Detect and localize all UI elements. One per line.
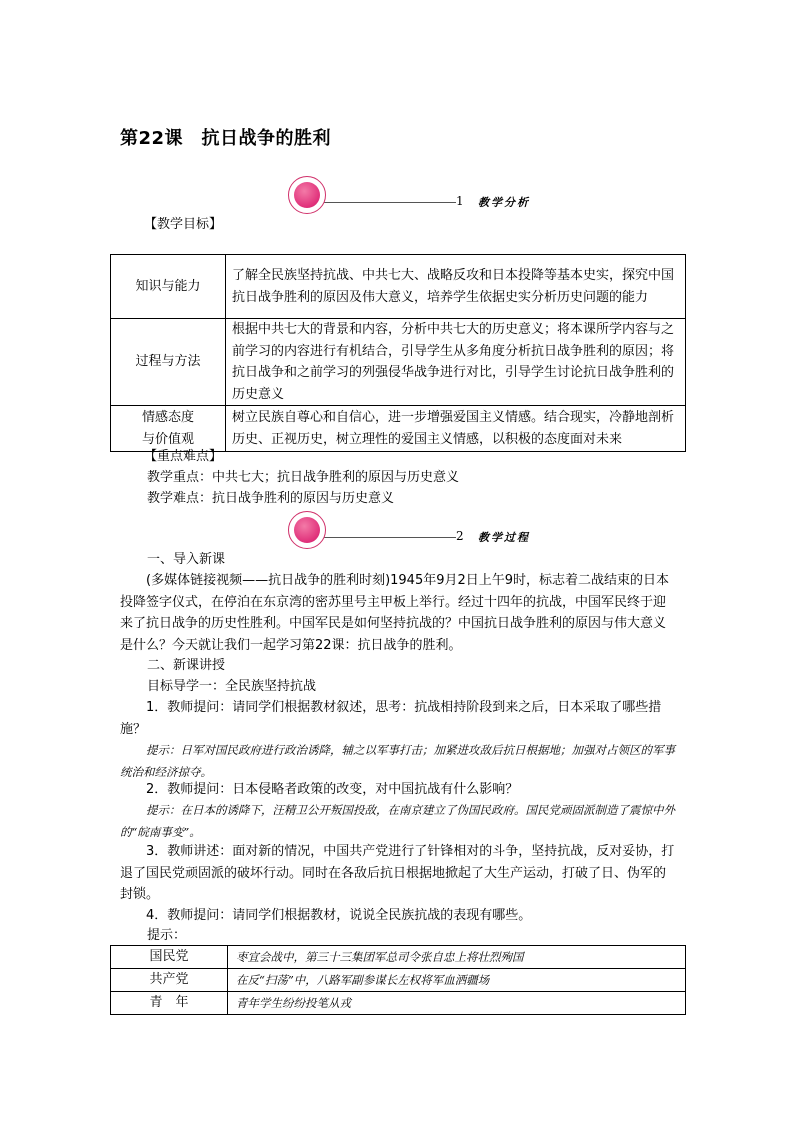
- difficult-point: 教学难点：抗日战争胜利的原因与历史意义: [147, 491, 395, 506]
- hint-4-label: 提示：: [147, 928, 187, 943]
- table-row: [111, 406, 686, 452]
- pink-circle-icon: [288, 511, 326, 549]
- goals-table: [110, 254, 686, 452]
- key-point: 教学重点：中共七大；抗日战争胜利的原因与历史意义: [147, 470, 460, 485]
- table-header-cell: 国民党: [111, 946, 228, 969]
- hint-1: 提示：日军对国民政府进行政治诱降，辅之以军事打击；加紧进攻敌后抗日根据地；加强对占领区的军事统治和经济掠夺。: [120, 743, 675, 779]
- table-cell: 根据中共七大的背景和内容，分析中共七大的历史意义；将本课所学内容与之前学习的内容进行有机结合，引导学生从多角度分析抗日战争胜利的原因；将抗日战争和之前学习的列强侵华战争进行对比，引导学生讨论抗日战争胜利的历史意义: [226, 319, 686, 406]
- table-cell: 枣宜会战中，第三十三集团军总司令张自忠上将壮烈殉国: [228, 946, 686, 969]
- party-table: [110, 945, 686, 1015]
- table-row: [111, 319, 686, 406]
- section-divider: [306, 537, 456, 538]
- key-heading: 【重点难点】: [144, 449, 223, 464]
- question-3: 3．教师讲述：面对新的情况，中国共产党进行了针锋相对的斗争，坚持抗战，反对妥协，打退了国民党顽固派的破坏行动。同时在各敌后抗日根据地掀起了大生产运动，打破了日、伪军的封锁。: [120, 844, 675, 902]
- section-banner-analysis: [288, 176, 548, 216]
- table-header-cell: [111, 406, 226, 452]
- table-cell: 树立民族自尊心和自信心，进一步增强爱国主义情感。结合现实，冷静地剖析历史、正视历史，树立理性的爱国主义情感，以积极的态度面对未来: [226, 406, 686, 452]
- table-header-cell: 青 年: [111, 992, 228, 1015]
- section-number: 1: [456, 194, 464, 208]
- section-number: 2: [456, 529, 464, 543]
- hint-2: 提示：在日本的诱降下，汪精卫公开叛国投敌，在南京建立了伪国民政府。国民党顽固派制造了震惊中外的“皖南事变”。: [120, 803, 675, 839]
- table-cell: 了解全民族坚持抗战、中共七大、战略反攻和日本投降等基本史实，探究中国抗日战争胜利的原因及伟大意义，培养学生依据史实分析历史问题的能力: [226, 255, 686, 319]
- section-title: 教学分析: [478, 196, 530, 209]
- intro-heading: 一、导入新课: [147, 552, 226, 567]
- section-divider: [306, 202, 456, 203]
- guide-heading: 目标导学一：全民族坚持抗战: [147, 679, 317, 694]
- lesson-title: 第22课 抗日战争的胜利: [120, 128, 332, 149]
- question-2: 2．教师提问：日本侵略者政策的改变，对中国抗战有什么影响？: [146, 782, 519, 797]
- table-row: [111, 946, 686, 969]
- pink-circle-icon: [288, 176, 326, 214]
- intro-text: (多媒体链接视频——抗日战争的胜利时刻)1945年9月2日上午9时，标志着二战结束的日本投降签字仪式，在停泊在东京湾的密苏里号主甲板上举行。经过十四年的抗战，中国军民终于迎来了抗日战争的历史性胜利。中国军民是如何坚持抗战的？中国抗日战争胜利的原因与伟大意义是什么？今天就让我们一起学习第22课：抗日战争的胜利。: [120, 573, 670, 653]
- new-lesson-heading: 二、新课讲授: [147, 658, 226, 673]
- table-header-cell: 知识与能力: [111, 255, 226, 319]
- question-4: 4．教师提问：请同学们根据教材，说说全民族抗战的表现有哪些。: [146, 908, 532, 923]
- table-row: [111, 969, 686, 992]
- table-cell: 青年学生纷纷投笔从戎: [228, 992, 686, 1015]
- table-row: [111, 992, 686, 1015]
- section-title: 教学过程: [478, 531, 530, 544]
- table-cell: 在反“扫荡”中，八路军副参谋长左权将军血洒疆场: [228, 969, 686, 992]
- table-header-cell: 共产党: [111, 969, 228, 992]
- table-header-cell: 过程与方法: [111, 319, 226, 406]
- section-banner-process: [288, 511, 548, 551]
- question-1: 1．教师提问：请同学们根据教材叙述，思考：抗战相持阶段到来之后，日本采取了哪些措施？: [120, 700, 662, 737]
- header-line: 情感态度: [141, 410, 194, 425]
- table-row: [111, 255, 686, 319]
- header-line: 与价值观: [141, 431, 194, 447]
- goals-heading: 【教学目标】: [144, 217, 223, 232]
